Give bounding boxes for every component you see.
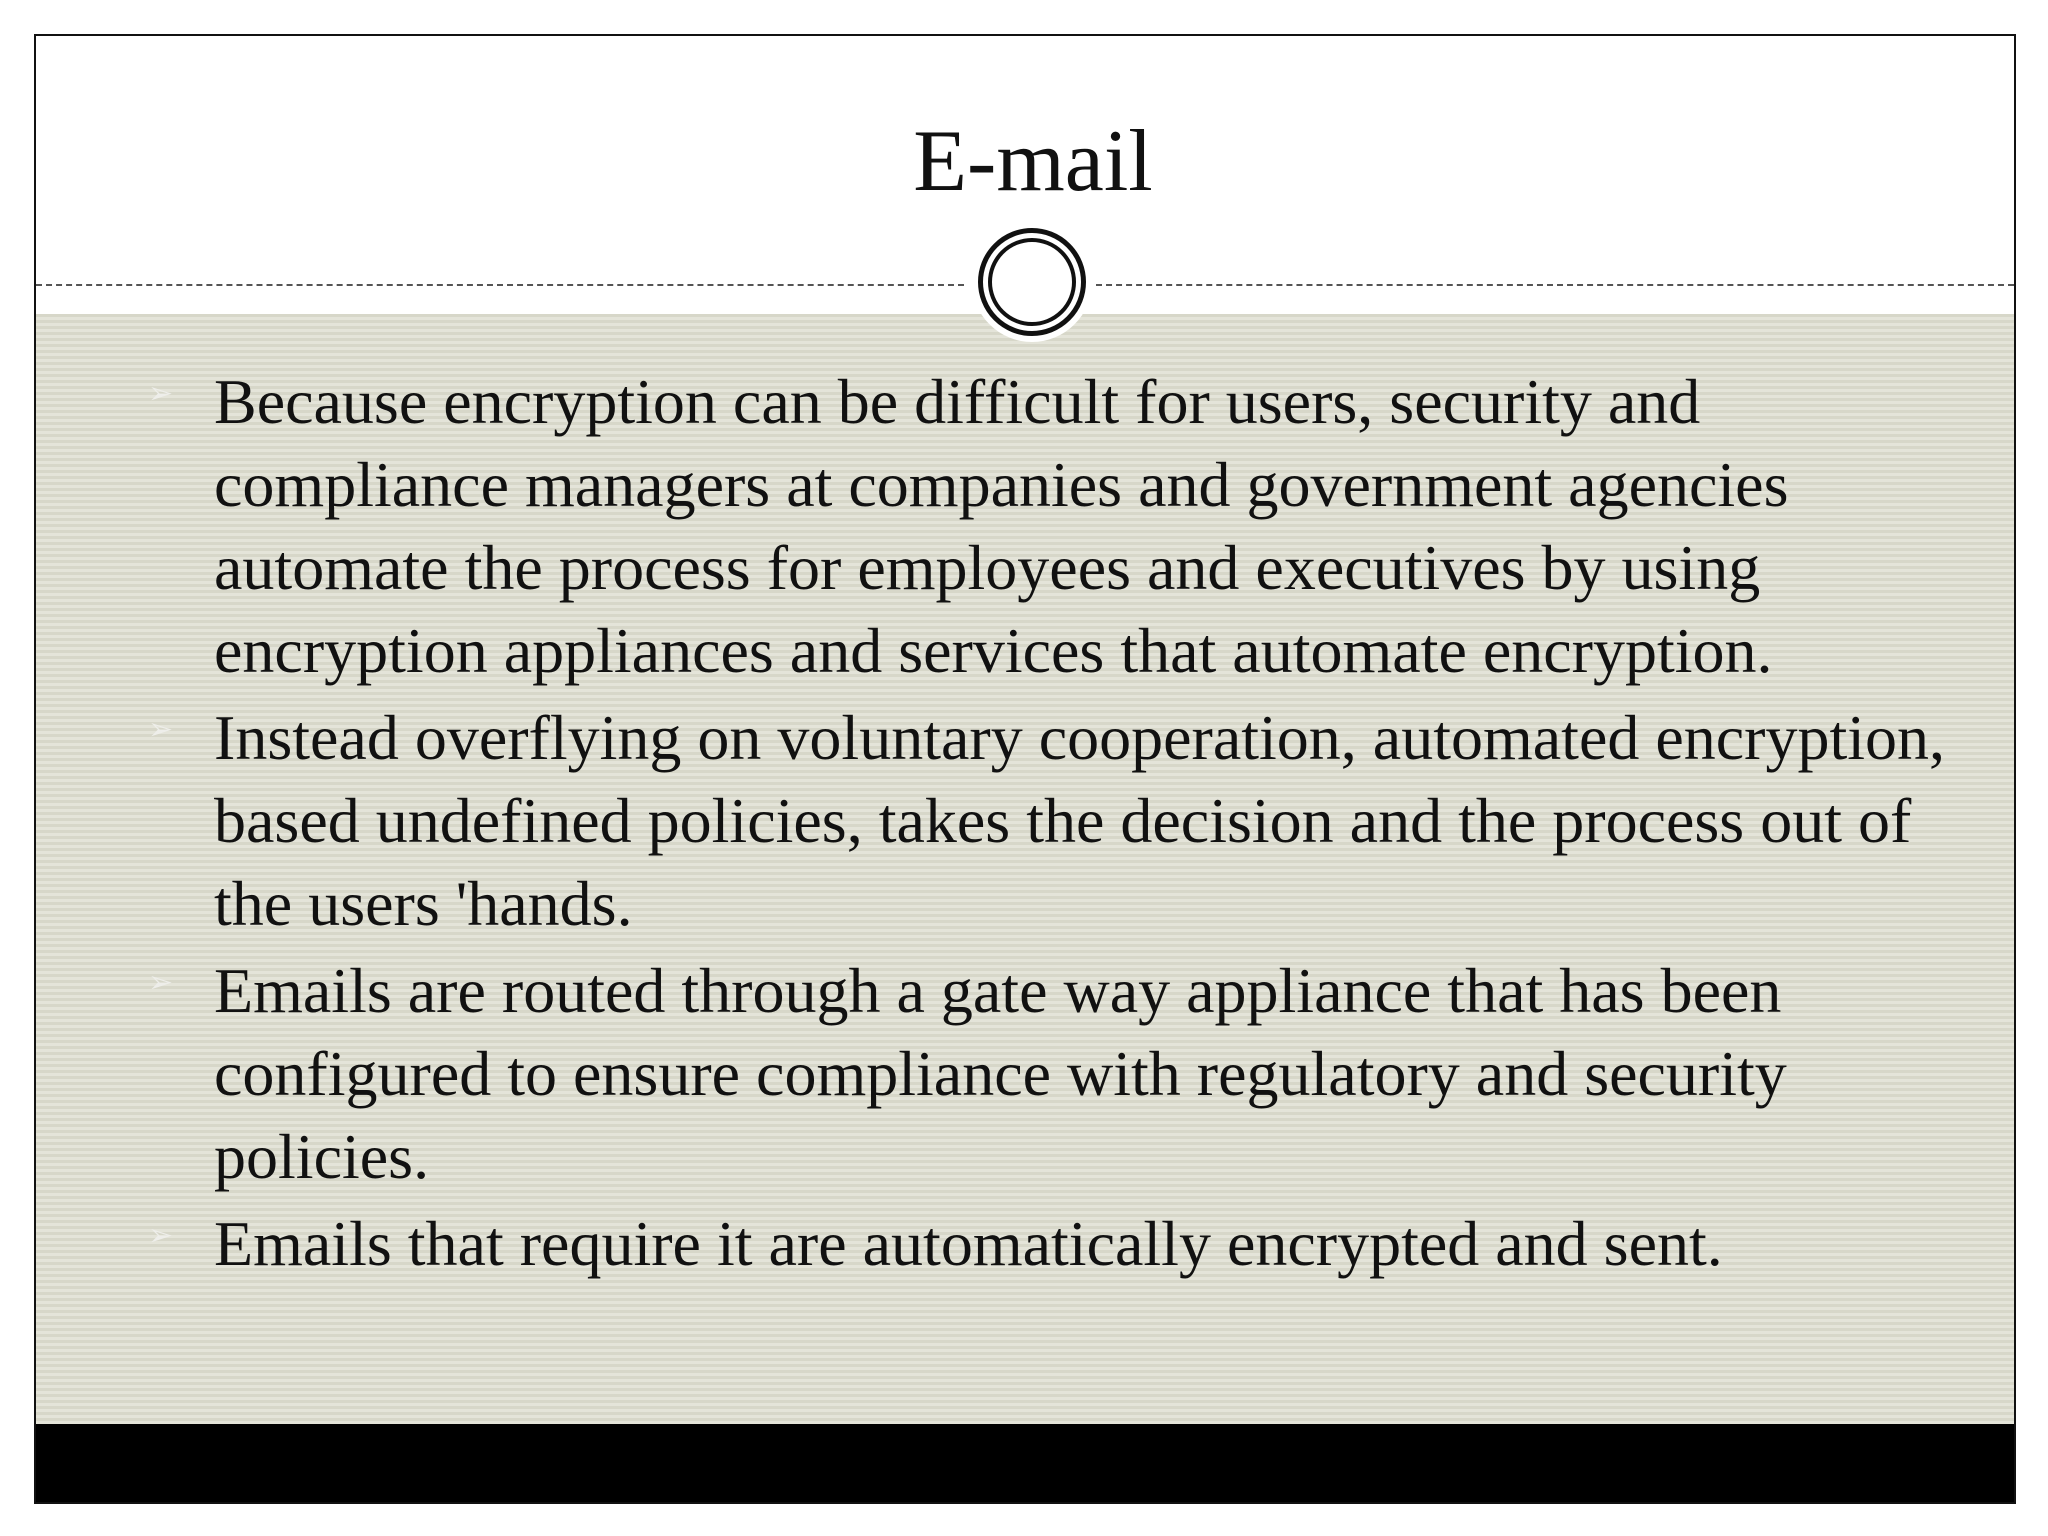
title-divider-left (36, 284, 964, 286)
footer-bar (36, 1424, 2014, 1502)
circle-ornament-inner (988, 238, 1076, 326)
bullet-text: Emails that require it are automatically encrypted and sent. (214, 1208, 1723, 1279)
bullet-item (36, 696, 2014, 945)
bullet-item (36, 360, 2014, 692)
arrow-bullet-icon: ➢ (148, 965, 174, 1000)
bullet-text: Because encryption can be difficult for users, security and compliance managers at companies and government agencies automate the process for employees and executives by using encryption appliances and services that automate encryption. (214, 366, 1789, 686)
slide-title: E-mail (913, 113, 1153, 210)
arrow-bullet-icon: ➢ (148, 376, 174, 411)
title-divider-right (1096, 284, 2014, 286)
arrow-bullet-icon: ➢ (148, 1218, 174, 1253)
bullet-item (36, 1202, 2014, 1285)
slide (34, 34, 2016, 1504)
bullet-item (36, 949, 2014, 1198)
arrow-bullet-icon: ➢ (148, 712, 174, 747)
bullet-text: Emails are routed through a gate way appliance that has been configured to ensure compliance with regulatory and security policies. (214, 955, 1787, 1192)
bullet-text: Instead overflying on voluntary cooperation, automated encryption, based undefined policies, takes the decision and the process out of the users 'hands. (214, 702, 1946, 939)
bullet-list (36, 360, 2014, 1289)
